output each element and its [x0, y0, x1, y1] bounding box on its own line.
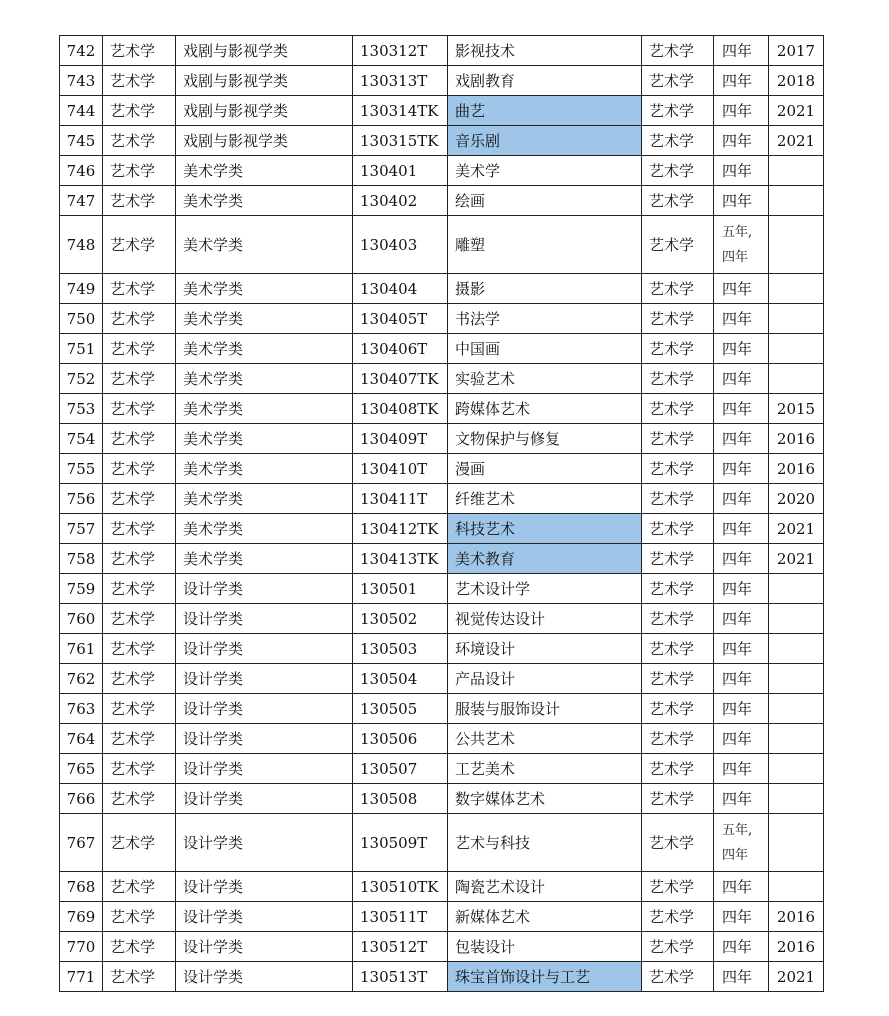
row-number-cell: 758 [60, 544, 103, 574]
degree-type-cell: 艺术学 [642, 96, 714, 126]
major-code-cell: 130504 [353, 664, 448, 694]
year-added-cell: 2017 [769, 36, 824, 66]
major-name-cell: 科技艺术 [448, 514, 642, 544]
study-duration-cell: 四年 [714, 724, 769, 754]
major-name-cell: 中国画 [448, 334, 642, 364]
discipline-category-cell: 艺术学 [103, 36, 176, 66]
degree-type-cell: 艺术学 [642, 156, 714, 186]
duration-line: 四年 [722, 847, 749, 863]
year-added-cell: 2021 [769, 962, 824, 992]
major-name-cell: 美术教育 [448, 544, 642, 574]
row-number-cell: 755 [60, 454, 103, 484]
major-class-cell: 戏剧与影视学类 [176, 126, 353, 156]
year-added-cell [769, 872, 824, 902]
year-added-cell [769, 754, 824, 784]
major-code-cell: 130503 [353, 634, 448, 664]
discipline-category-cell: 艺术学 [103, 334, 176, 364]
discipline-category-cell: 艺术学 [103, 126, 176, 156]
study-duration-cell: 四年 [714, 454, 769, 484]
row-number-cell: 761 [60, 634, 103, 664]
degree-type-cell: 艺术学 [642, 664, 714, 694]
table-row [60, 394, 824, 424]
major-code-cell: 130412TK [353, 514, 448, 544]
duration-line: 五年, [722, 822, 753, 838]
study-duration-cell: 四年 [714, 544, 769, 574]
degree-type-cell: 艺术学 [642, 216, 714, 274]
study-duration-cell: 四年 [714, 604, 769, 634]
major-class-cell: 美术学类 [176, 304, 353, 334]
major-code-cell: 130314TK [353, 96, 448, 126]
row-number-cell: 742 [60, 36, 103, 66]
row-number-cell: 756 [60, 484, 103, 514]
row-number-cell: 763 [60, 694, 103, 724]
year-added-cell: 2016 [769, 902, 824, 932]
row-number-cell: 769 [60, 902, 103, 932]
year-added-cell [769, 274, 824, 304]
major-class-cell: 设计学类 [176, 902, 353, 932]
table-row [60, 484, 824, 514]
major-code-cell: 130403 [353, 216, 448, 274]
major-code-cell: 130408TK [353, 394, 448, 424]
major-class-cell: 设计学类 [176, 932, 353, 962]
row-number-cell: 765 [60, 754, 103, 784]
study-duration-cell: 四年 [714, 126, 769, 156]
study-duration-cell: 四年 [714, 514, 769, 544]
table-row [60, 126, 824, 156]
major-class-cell: 设计学类 [176, 962, 353, 992]
discipline-category-cell: 艺术学 [103, 574, 176, 604]
discipline-category-cell: 艺术学 [103, 604, 176, 634]
year-added-cell [769, 814, 824, 872]
discipline-category-cell: 艺术学 [103, 872, 176, 902]
year-added-cell: 2016 [769, 932, 824, 962]
major-class-cell: 戏剧与影视学类 [176, 96, 353, 126]
major-name-cell: 书法学 [448, 304, 642, 334]
row-number-cell: 760 [60, 604, 103, 634]
table-row [60, 36, 824, 66]
row-number-cell: 771 [60, 962, 103, 992]
discipline-category-cell: 艺术学 [103, 394, 176, 424]
discipline-category-cell: 艺术学 [103, 724, 176, 754]
major-name-cell: 实验艺术 [448, 364, 642, 394]
discipline-category-cell: 艺术学 [103, 186, 176, 216]
major-class-cell: 美术学类 [176, 394, 353, 424]
major-code-cell: 130509T [353, 814, 448, 872]
major-name-cell: 环境设计 [448, 634, 642, 664]
major-code-cell: 130513T [353, 962, 448, 992]
major-class-cell: 美术学类 [176, 484, 353, 514]
discipline-category-cell: 艺术学 [103, 156, 176, 186]
major-name-cell: 音乐剧 [448, 126, 642, 156]
table-row [60, 216, 824, 274]
row-number-cell: 750 [60, 304, 103, 334]
row-number-cell: 762 [60, 664, 103, 694]
table-row [60, 604, 824, 634]
discipline-category-cell: 艺术学 [103, 544, 176, 574]
study-duration-cell: 四年 [714, 274, 769, 304]
discipline-category-cell: 艺术学 [103, 932, 176, 962]
major-code-cell: 130506 [353, 724, 448, 754]
major-class-cell: 美术学类 [176, 454, 353, 484]
year-added-cell [769, 156, 824, 186]
table-row [60, 156, 824, 186]
year-added-cell: 2016 [769, 454, 824, 484]
study-duration-cell: 四年 [714, 484, 769, 514]
study-duration-cell: 四年 [714, 394, 769, 424]
discipline-category-cell: 艺术学 [103, 304, 176, 334]
year-added-cell: 2021 [769, 96, 824, 126]
table-row [60, 334, 824, 364]
row-number-cell: 757 [60, 514, 103, 544]
major-code-cell: 130315TK [353, 126, 448, 156]
row-number-cell: 749 [60, 274, 103, 304]
major-class-cell: 设计学类 [176, 872, 353, 902]
row-number-cell: 766 [60, 784, 103, 814]
study-duration-cell: 四年 [714, 664, 769, 694]
degree-type-cell: 艺术学 [642, 872, 714, 902]
major-code-cell: 130510TK [353, 872, 448, 902]
major-class-cell: 设计学类 [176, 814, 353, 872]
table-row [60, 574, 824, 604]
major-class-cell: 美术学类 [176, 186, 353, 216]
row-number-cell: 754 [60, 424, 103, 454]
major-name-cell: 曲艺 [448, 96, 642, 126]
major-name-cell: 影视技术 [448, 36, 642, 66]
major-name-cell: 摄影 [448, 274, 642, 304]
study-duration-cell: 四年 [714, 424, 769, 454]
table-row [60, 304, 824, 334]
major-name-cell: 公共艺术 [448, 724, 642, 754]
major-class-cell: 设计学类 [176, 664, 353, 694]
study-duration-cell: 四年 [714, 364, 769, 394]
study-duration-cell: 四年 [714, 36, 769, 66]
row-number-cell: 768 [60, 872, 103, 902]
duration-line: 五年, [722, 224, 753, 240]
major-class-cell: 美术学类 [176, 156, 353, 186]
row-number-cell: 753 [60, 394, 103, 424]
row-number-cell: 759 [60, 574, 103, 604]
discipline-category-cell: 艺术学 [103, 364, 176, 394]
major-class-cell: 美术学类 [176, 514, 353, 544]
major-class-cell: 美术学类 [176, 334, 353, 364]
major-code-cell: 130505 [353, 694, 448, 724]
degree-type-cell: 艺术学 [642, 126, 714, 156]
major-code-cell: 130502 [353, 604, 448, 634]
degree-type-cell: 艺术学 [642, 334, 714, 364]
degree-type-cell: 艺术学 [642, 394, 714, 424]
major-name-cell: 工艺美术 [448, 754, 642, 784]
row-number-cell: 745 [60, 126, 103, 156]
year-added-cell: 2021 [769, 544, 824, 574]
table-row [60, 544, 824, 574]
major-name-cell: 服装与服饰设计 [448, 694, 642, 724]
study-duration-cell: 四年 [714, 962, 769, 992]
discipline-category-cell: 艺术学 [103, 962, 176, 992]
study-duration-cell: 四年 [714, 574, 769, 604]
major-class-cell: 美术学类 [176, 216, 353, 274]
major-name-cell: 艺术与科技 [448, 814, 642, 872]
table-row [60, 454, 824, 484]
year-added-cell [769, 604, 824, 634]
degree-type-cell: 艺术学 [642, 784, 714, 814]
row-number-cell: 744 [60, 96, 103, 126]
year-added-cell: 2016 [769, 424, 824, 454]
major-code-cell: 130413TK [353, 544, 448, 574]
row-number-cell: 770 [60, 932, 103, 962]
degree-type-cell: 艺术学 [642, 274, 714, 304]
major-class-cell: 设计学类 [176, 574, 353, 604]
discipline-category-cell: 艺术学 [103, 96, 176, 126]
degree-type-cell: 艺术学 [642, 932, 714, 962]
table-row [60, 364, 824, 394]
duration-line: 四年 [722, 249, 749, 265]
year-added-cell [769, 304, 824, 334]
degree-type-cell: 艺术学 [642, 902, 714, 932]
row-number-cell: 748 [60, 216, 103, 274]
table-row [60, 932, 824, 962]
table-row [60, 186, 824, 216]
discipline-category-cell: 艺术学 [103, 634, 176, 664]
year-added-cell [769, 784, 824, 814]
study-duration-cell: 四年 [714, 902, 769, 932]
year-added-cell [769, 724, 824, 754]
major-name-cell: 艺术设计学 [448, 574, 642, 604]
year-added-cell [769, 664, 824, 694]
table-row [60, 664, 824, 694]
discipline-category-cell: 艺术学 [103, 454, 176, 484]
major-class-cell: 设计学类 [176, 634, 353, 664]
major-name-cell: 戏剧教育 [448, 66, 642, 96]
major-code-cell: 130507 [353, 754, 448, 784]
major-name-cell: 陶瓷艺术设计 [448, 872, 642, 902]
major-name-cell: 绘画 [448, 186, 642, 216]
row-number-cell: 746 [60, 156, 103, 186]
major-class-cell: 设计学类 [176, 604, 353, 634]
table-row [60, 754, 824, 784]
year-added-cell [769, 216, 824, 274]
table-row [60, 694, 824, 724]
year-added-cell: 2018 [769, 66, 824, 96]
major-code-cell: 130410T [353, 454, 448, 484]
major-code-cell: 130312T [353, 36, 448, 66]
table-row [60, 96, 824, 126]
discipline-category-cell: 艺术学 [103, 274, 176, 304]
study-duration-cell: 四年 [714, 784, 769, 814]
table-row [60, 514, 824, 544]
row-number-cell: 743 [60, 66, 103, 96]
major-class-cell: 设计学类 [176, 784, 353, 814]
major-code-cell: 130407TK [353, 364, 448, 394]
year-added-cell [769, 364, 824, 394]
degree-type-cell: 艺术学 [642, 304, 714, 334]
major-name-cell: 包装设计 [448, 932, 642, 962]
discipline-category-cell: 艺术学 [103, 814, 176, 872]
major-code-cell: 130406T [353, 334, 448, 364]
study-duration-cell: 四年 [714, 66, 769, 96]
discipline-category-cell: 艺术学 [103, 754, 176, 784]
major-name-cell: 数字媒体艺术 [448, 784, 642, 814]
degree-type-cell: 艺术学 [642, 754, 714, 784]
discipline-category-cell: 艺术学 [103, 664, 176, 694]
discipline-category-cell: 艺术学 [103, 484, 176, 514]
study-duration-cell: 四年 [714, 872, 769, 902]
study-duration-cell: 四年 [714, 634, 769, 664]
year-added-cell [769, 334, 824, 364]
major-class-cell: 戏剧与影视学类 [176, 36, 353, 66]
major-code-cell: 130508 [353, 784, 448, 814]
study-duration-cell: 四年 [714, 304, 769, 334]
discipline-category-cell: 艺术学 [103, 694, 176, 724]
study-duration-cell [714, 814, 769, 872]
row-number-cell: 767 [60, 814, 103, 872]
major-name-cell: 纤维艺术 [448, 484, 642, 514]
degree-type-cell: 艺术学 [642, 574, 714, 604]
table-row [60, 724, 824, 754]
major-code-cell: 130501 [353, 574, 448, 604]
major-class-cell: 美术学类 [176, 364, 353, 394]
study-duration-cell: 四年 [714, 186, 769, 216]
table-row [60, 872, 824, 902]
discipline-category-cell: 艺术学 [103, 66, 176, 96]
discipline-category-cell: 艺术学 [103, 216, 176, 274]
degree-type-cell: 艺术学 [642, 484, 714, 514]
year-added-cell [769, 634, 824, 664]
major-code-cell: 130404 [353, 274, 448, 304]
table-row [60, 66, 824, 96]
discipline-category-cell: 艺术学 [103, 784, 176, 814]
study-duration-cell: 四年 [714, 156, 769, 186]
year-added-cell: 2021 [769, 126, 824, 156]
table-row [60, 814, 824, 872]
degree-type-cell: 艺术学 [642, 186, 714, 216]
year-added-cell: 2015 [769, 394, 824, 424]
degree-type-cell: 艺术学 [642, 604, 714, 634]
major-code-cell: 130402 [353, 186, 448, 216]
major-class-cell: 设计学类 [176, 754, 353, 784]
year-added-cell [769, 574, 824, 604]
degree-type-cell: 艺术学 [642, 454, 714, 484]
majors-table [59, 35, 824, 992]
table-row [60, 274, 824, 304]
major-code-cell: 130405T [353, 304, 448, 334]
study-duration-cell: 四年 [714, 334, 769, 364]
degree-type-cell: 艺术学 [642, 634, 714, 664]
degree-type-cell: 艺术学 [642, 724, 714, 754]
major-class-cell: 设计学类 [176, 694, 353, 724]
table-row [60, 962, 824, 992]
major-code-cell: 130401 [353, 156, 448, 186]
major-code-cell: 130411T [353, 484, 448, 514]
study-duration-cell: 四年 [714, 96, 769, 126]
major-name-cell: 文物保护与修复 [448, 424, 642, 454]
major-name-cell: 跨媒体艺术 [448, 394, 642, 424]
major-name-cell: 新媒体艺术 [448, 902, 642, 932]
study-duration-cell: 四年 [714, 932, 769, 962]
major-name-cell: 珠宝首饰设计与工艺 [448, 962, 642, 992]
degree-type-cell: 艺术学 [642, 694, 714, 724]
year-added-cell: 2020 [769, 484, 824, 514]
major-name-cell: 视觉传达设计 [448, 604, 642, 634]
major-code-cell: 130512T [353, 932, 448, 962]
table-row [60, 634, 824, 664]
year-added-cell [769, 694, 824, 724]
study-duration-cell: 四年 [714, 754, 769, 784]
major-name-cell: 美术学 [448, 156, 642, 186]
degree-type-cell: 艺术学 [642, 66, 714, 96]
major-class-cell: 戏剧与影视学类 [176, 66, 353, 96]
row-number-cell: 764 [60, 724, 103, 754]
row-number-cell: 751 [60, 334, 103, 364]
year-added-cell: 2021 [769, 514, 824, 544]
major-code-cell: 130313T [353, 66, 448, 96]
degree-type-cell: 艺术学 [642, 544, 714, 574]
table-row [60, 424, 824, 454]
study-duration-cell [714, 216, 769, 274]
table-row [60, 902, 824, 932]
major-name-cell: 雕塑 [448, 216, 642, 274]
discipline-category-cell: 艺术学 [103, 902, 176, 932]
major-class-cell: 设计学类 [176, 724, 353, 754]
study-duration-cell: 四年 [714, 694, 769, 724]
major-code-cell: 130409T [353, 424, 448, 454]
table-body [60, 36, 824, 992]
degree-type-cell: 艺术学 [642, 364, 714, 394]
row-number-cell: 752 [60, 364, 103, 394]
degree-type-cell: 艺术学 [642, 962, 714, 992]
major-class-cell: 美术学类 [176, 544, 353, 574]
major-class-cell: 美术学类 [176, 424, 353, 454]
table-row [60, 784, 824, 814]
major-code-cell: 130511T [353, 902, 448, 932]
degree-type-cell: 艺术学 [642, 424, 714, 454]
major-name-cell: 漫画 [448, 454, 642, 484]
discipline-category-cell: 艺术学 [103, 514, 176, 544]
degree-type-cell: 艺术学 [642, 814, 714, 872]
degree-type-cell: 艺术学 [642, 514, 714, 544]
major-class-cell: 美术学类 [176, 274, 353, 304]
major-name-cell: 产品设计 [448, 664, 642, 694]
discipline-category-cell: 艺术学 [103, 424, 176, 454]
year-added-cell [769, 186, 824, 216]
degree-type-cell: 艺术学 [642, 36, 714, 66]
row-number-cell: 747 [60, 186, 103, 216]
